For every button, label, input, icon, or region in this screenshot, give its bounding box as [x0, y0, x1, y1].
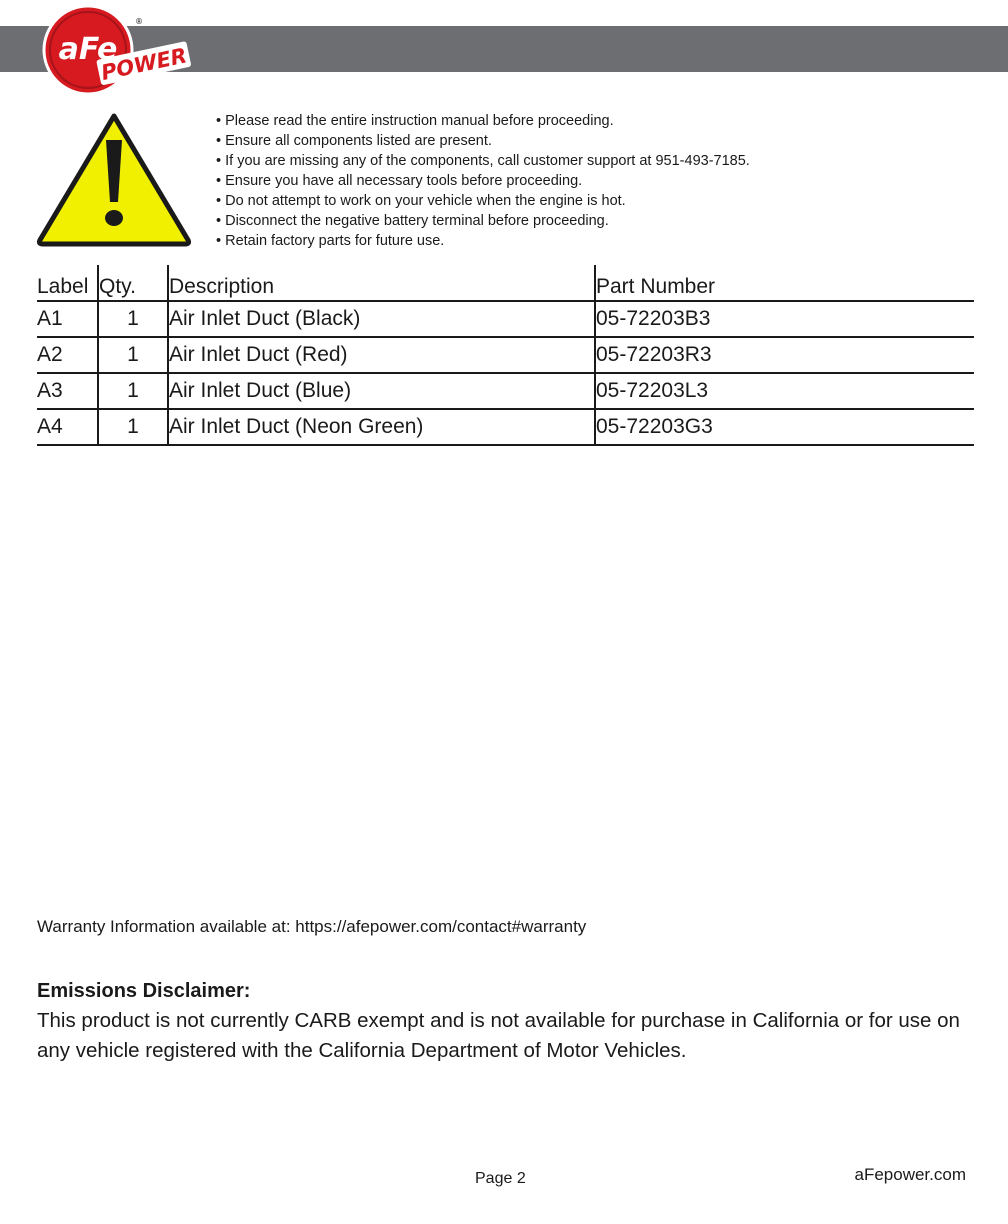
header-part-number: Part Number: [595, 265, 974, 301]
warranty-info: Warranty Information available at: https://afepower.com/contact#warranty: [37, 917, 587, 936]
registered-mark: ®: [135, 17, 143, 26]
safety-instructions-list: [216, 111, 750, 251]
header-qty: Qty.: [98, 265, 168, 301]
table-row: [37, 373, 974, 409]
row-part-number: 05-72203B3: [595, 301, 974, 337]
table-row: [37, 337, 974, 373]
safety-instruction: • Disconnect the negative battery terminal before proceeding.: [216, 211, 750, 231]
row-qty: 1: [98, 409, 168, 445]
safety-instruction: • Do not attempt to work on your vehicle when the engine is hot.: [216, 191, 750, 211]
row-qty: 1: [98, 301, 168, 337]
row-description: Air Inlet Duct (Neon Green): [168, 409, 595, 445]
safety-instruction: • Ensure you have all necessary tools before proceeding.: [216, 171, 750, 191]
logo-main-text: aFe: [58, 32, 118, 67]
row-part-number: 05-72203R3: [595, 337, 974, 373]
safety-instruction: • Please read the entire instruction manual before proceeding.: [216, 111, 750, 131]
row-label: A1: [37, 301, 98, 337]
header-label: Label: [37, 265, 98, 301]
row-part-number: 05-72203L3: [595, 373, 974, 409]
safety-instruction: • If you are missing any of the components, call customer support at 951-493-7185.: [216, 151, 750, 171]
table-row: [37, 301, 974, 337]
disclaimer-title: Emissions Disclaimer:: [37, 980, 251, 1002]
logo-sub-text: POWER: [99, 43, 190, 85]
parts-table: [37, 265, 974, 446]
table-row: [37, 409, 974, 445]
warning-triangle-icon: [34, 110, 194, 248]
website-text: aFepower.com: [854, 1165, 966, 1184]
safety-instruction: • Ensure all components listed are present.: [216, 131, 750, 151]
row-part-number: 05-72203G3: [595, 409, 974, 445]
row-qty: 1: [98, 337, 168, 373]
page-number: Page 2: [475, 1170, 526, 1187]
safety-instruction: • Retain factory parts for future use.: [216, 231, 750, 251]
disclaimer-body: This product is not currently CARB exempt and is not available for purchase in California or for use on any vehicle registered with the California Department of Motor Vehicles.: [37, 1009, 960, 1062]
row-label: A4: [37, 409, 98, 445]
row-label: A3: [37, 373, 98, 409]
row-description: Air Inlet Duct (Red): [168, 337, 595, 373]
row-qty: 1: [98, 373, 168, 409]
afe-power-logo: [40, 2, 200, 98]
row-label: A2: [37, 337, 98, 373]
row-description: Air Inlet Duct (Blue): [168, 373, 595, 409]
header-description: Description: [168, 265, 595, 301]
table-header-row: [37, 265, 974, 301]
row-description: Air Inlet Duct (Black): [168, 301, 595, 337]
